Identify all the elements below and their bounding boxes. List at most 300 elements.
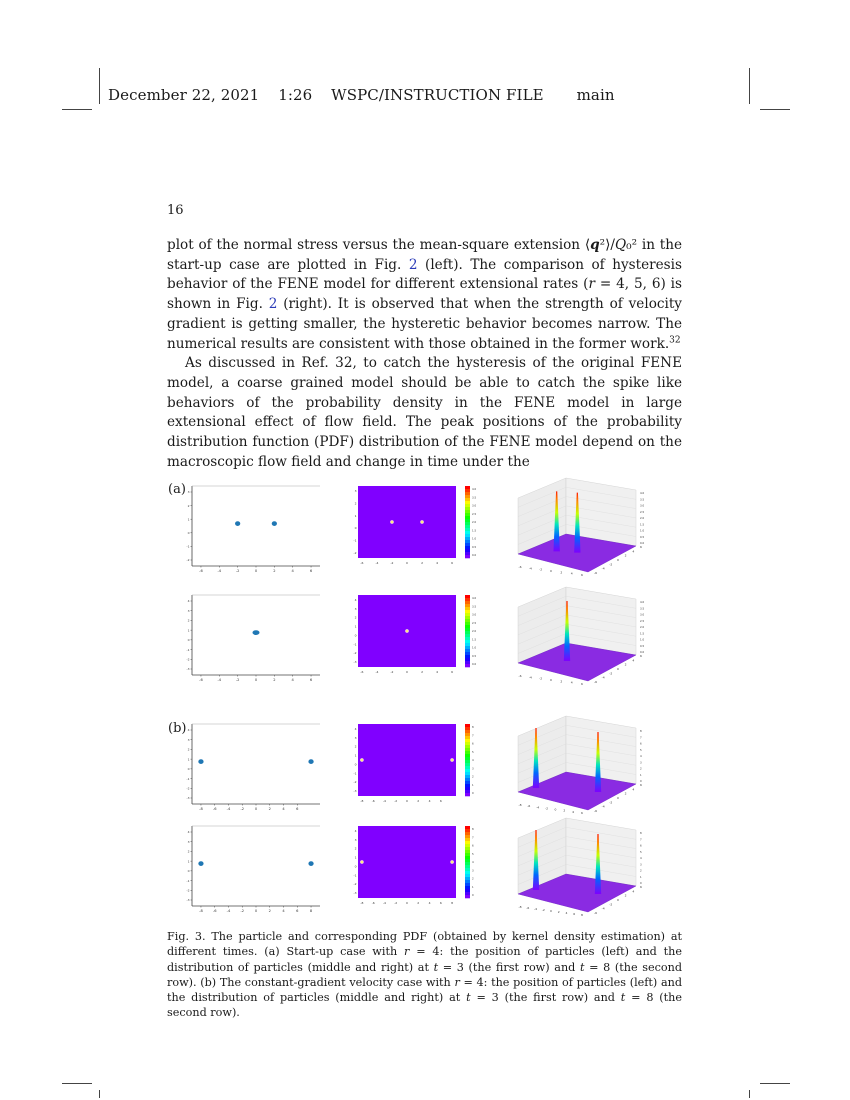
colorbar-band (465, 766, 470, 769)
surface-z-tick-label: 6 (640, 844, 642, 848)
x-tick-label: -2 (240, 909, 245, 913)
surface-z-tick-label: 0.5 (640, 644, 645, 648)
surface-y-tick-label: 6 (640, 783, 642, 787)
surface-z-tick-label: 1.5 (640, 632, 645, 636)
y-tick-label: -1 (353, 771, 357, 776)
surface-z-tick-label: 4 (640, 755, 642, 758)
text-segment: t (466, 991, 471, 1005)
colorbar-band (465, 604, 470, 607)
surface-x-tick-label: -4 (528, 675, 532, 680)
y-tick-label: 0 (187, 767, 190, 772)
colorbar-tick-label: 0.0 (472, 663, 477, 666)
y-tick-label: -2 (353, 780, 357, 785)
surface-z-tick-label: 1.0 (640, 638, 645, 642)
figure-label-a: (a) (168, 482, 186, 497)
colorbar-tick-label: 7 (472, 836, 474, 840)
surface-x-tick-label: 0 (554, 807, 557, 812)
colorbar-band (465, 862, 470, 865)
colorbar-band (465, 658, 470, 661)
surface-z-tick-label: 0 (640, 882, 642, 885)
particle-scatter-plot (188, 484, 326, 576)
y-tick-label: 1 (187, 517, 190, 522)
y-tick-label: -1 (353, 538, 357, 543)
surface-z-tick-label: 4.0 (640, 492, 645, 495)
crop-mark (749, 1090, 750, 1098)
x-tick-label: 4 (428, 799, 431, 803)
x-tick-label: 2 (273, 569, 276, 573)
surface-z-tick-label: 3 (640, 761, 642, 765)
x-tick-label: -6 (360, 670, 364, 674)
colorbar-band (465, 841, 470, 844)
x-tick-label: 2 (421, 670, 423, 674)
crop-mark (99, 1090, 100, 1098)
surface-z-tick-label: 1.5 (640, 523, 645, 527)
colorbar-band (465, 838, 470, 841)
colorbar-band (465, 489, 470, 492)
surface-y-tick-label: 4 (632, 658, 635, 663)
x-tick-label: 4 (436, 670, 439, 674)
colorbar-tick-label: 8 (472, 828, 474, 831)
colorbar-band (465, 847, 470, 850)
colorbar-band (465, 504, 470, 507)
x-tick-label: 6 (451, 670, 454, 674)
text-segment: = 3 (the first row) and (438, 960, 580, 974)
surface-y-tick-label: -2 (609, 800, 613, 805)
colorbar-band (465, 835, 470, 838)
colorbar-band (465, 555, 470, 558)
colorbar-band (465, 772, 470, 775)
surface-z-tick-label: 1.0 (640, 529, 645, 533)
text-segment: t (579, 960, 585, 974)
colorbar-tick-label: 3.0 (472, 613, 477, 617)
x-tick-label: -4 (217, 678, 222, 682)
text-segment: t (433, 960, 439, 974)
colorbar-tick-label: 1 (472, 885, 474, 889)
text-segment: q (590, 237, 600, 253)
x-tick-label: 6 (451, 561, 454, 565)
colorbar-band (465, 607, 470, 610)
colorbar-band (465, 760, 470, 763)
colorbar-tick-label: 3.5 (472, 605, 477, 609)
colorbar-band (465, 757, 470, 760)
surface-z-tick-label: 2.0 (640, 626, 645, 629)
surface-x-tick-label: -2 (539, 676, 543, 681)
surface-z-tick-label: 3.5 (640, 607, 645, 611)
colorbar-tick-label: 4 (472, 759, 474, 762)
surface-x-tick-label: -2 (539, 567, 543, 572)
colorbar-tick-label: 0.5 (472, 654, 477, 658)
colorbar-band (465, 610, 470, 613)
particle-scatter-plot (188, 824, 326, 916)
colorbar-tick-label: 2.0 (472, 521, 477, 524)
x-tick-label: -4 (382, 901, 386, 905)
colorbar-band (465, 525, 470, 528)
particle-scatter-plot (188, 593, 326, 685)
y-tick-label: 3 (187, 608, 190, 613)
surface-x-tick-label: 2 (563, 808, 566, 813)
colorbar-band (465, 601, 470, 604)
figure-reference-link[interactable]: 2 (268, 296, 278, 313)
colorbar-band (465, 486, 470, 489)
text-segment: Fig. 3. The particle and corresponding PDF (obtained by kernel density estimation) at different times. (a) Start-up case with (167, 930, 682, 959)
surface-x-tick-label: -6 (518, 565, 522, 569)
colorbar-band (465, 598, 470, 601)
text-segment: t (620, 991, 626, 1005)
surface-y-tick-label: 0 (617, 667, 619, 671)
surface-x-tick-label: 4 (570, 680, 573, 685)
y-tick-label: 0 (354, 526, 357, 531)
surface-x-tick-label: -2 (541, 908, 545, 912)
x-tick-label: 0 (254, 807, 258, 811)
colorbar-tick-label: 0.5 (472, 545, 477, 549)
colorbar-band (465, 625, 470, 628)
surface-y-tick-label: -2 (609, 671, 613, 676)
colorbar-band (465, 510, 470, 513)
y-tick-label: 2 (354, 615, 357, 620)
colorbar-band (465, 742, 470, 745)
crop-mark (760, 1083, 790, 1084)
colorbar-band (465, 637, 470, 640)
text-segment: r (454, 975, 460, 989)
colorbar-tick-label: 1 (472, 783, 474, 787)
surface-y-tick-label: -6 (594, 809, 597, 813)
x-tick-label: 2 (417, 799, 420, 803)
colorbar-tick-label: 2.5 (472, 621, 477, 625)
colorbar (465, 486, 476, 558)
text-segment: ²⟩/ (599, 237, 616, 253)
y-tick-label: -1 (186, 647, 190, 652)
particle-cluster (198, 759, 203, 764)
colorbar-band (465, 649, 470, 652)
colorbar-band (465, 643, 470, 646)
y-tick-label: -1 (353, 873, 357, 878)
x-tick-label: 0 (406, 799, 408, 803)
colorbar-tick-label: 8 (472, 726, 474, 729)
surface-y-tick-label: -4 (601, 906, 605, 911)
x-tick-label: -6 (360, 561, 364, 565)
y-tick-label: 1 (187, 757, 190, 762)
y-tick-label: -2 (186, 888, 190, 893)
colorbar-band (465, 826, 470, 829)
y-tick-label: 0 (354, 864, 357, 869)
surface-y-tick-label: 0 (617, 558, 619, 562)
figure-caption (167, 929, 682, 1021)
x-tick-label: 4 (291, 569, 294, 573)
x-tick-label: -2 (235, 569, 240, 573)
surface-y-tick-label: 0 (617, 796, 619, 800)
pdf-surface-plot (506, 714, 656, 826)
figure-reference-link[interactable]: 2 (408, 256, 418, 273)
y-tick-label: 2 (187, 618, 190, 623)
colorbar-tick-label: 1.0 (472, 646, 477, 650)
crop-mark (760, 109, 790, 110)
colorbar-band (465, 507, 470, 510)
surface-x-tick-label: 6 (573, 912, 576, 916)
density-spike (390, 520, 393, 523)
colorbar-tick-label: 3 (472, 869, 474, 873)
x-tick-label: 0 (406, 561, 408, 565)
y-tick-label: 3 (354, 837, 357, 842)
surface-z-tick-label: 5 (640, 850, 642, 854)
colorbar-tick-label: 3.5 (472, 496, 477, 500)
y-tick-label: 1 (187, 628, 190, 633)
x-tick-label: 4 (436, 561, 439, 565)
colorbar-band (465, 775, 470, 778)
particle-cluster (198, 861, 203, 866)
x-tick-label: -8 (199, 909, 203, 913)
surface-x-tick-label: 8 (581, 913, 583, 917)
density-spike (450, 758, 453, 761)
colorbar-band (465, 492, 470, 495)
y-tick-label: 4 (354, 598, 357, 602)
surface-z-tick-label: 1 (640, 875, 642, 879)
citation-superscript[interactable]: 32 (669, 334, 681, 345)
colorbar-band (465, 793, 470, 796)
y-tick-label: 3 (187, 737, 190, 742)
surface-z-tick-label: 2.5 (640, 619, 645, 623)
colorbar-band (465, 727, 470, 730)
colorbar (465, 724, 474, 796)
surface-y-tick-label: -6 (594, 680, 597, 684)
x-tick-label: -4 (217, 569, 222, 573)
colorbar-band (465, 850, 470, 853)
surface-x-tick-label: 4 (570, 571, 573, 576)
colorbar-band (465, 522, 470, 525)
surface-y-tick-label: 4 (632, 549, 635, 554)
text-segment: (left). The comparison of hysteresis behavior of the FENE model for different extensional rates ( (167, 256, 682, 293)
colorbar-band (465, 616, 470, 619)
x-tick-label: -6 (371, 799, 375, 803)
y-tick-label: 4 (187, 830, 190, 835)
colorbar-band (465, 730, 470, 733)
text-segment: r (404, 945, 410, 959)
colorbar (465, 826, 474, 898)
colorbar-band (465, 652, 470, 655)
y-tick-label: 4 (354, 727, 357, 731)
x-tick-label: 2 (273, 678, 276, 682)
colorbar-band (465, 640, 470, 643)
colorbar-band (465, 856, 470, 859)
y-tick-label: 2 (187, 503, 190, 508)
surface-z-tick-label: 2 (640, 767, 642, 771)
colorbar-band (465, 745, 470, 748)
colorbar-tick-label: 5 (472, 852, 474, 856)
colorbar-tick-label: 3 (472, 767, 474, 771)
y-tick-label: -3 (186, 898, 190, 903)
colorbar-band (465, 528, 470, 531)
surface-z-tick-label: 3.0 (640, 613, 645, 617)
x-tick-label: 0 (254, 678, 258, 682)
y-tick-label: 0 (187, 531, 190, 535)
colorbar-band (465, 769, 470, 772)
colorbar-band (465, 724, 470, 727)
x-tick-label: 4 (291, 678, 294, 682)
colorbar-band (465, 622, 470, 625)
surface-z-tick-label: 4 (640, 857, 642, 860)
surface-y-tick-label: -4 (601, 566, 605, 571)
x-tick-label: -2 (235, 678, 240, 682)
surface-x-tick-label: 4 (572, 809, 575, 814)
colorbar-tick-label: 1.5 (472, 529, 477, 533)
surface-y-tick-label: -4 (601, 675, 605, 680)
y-tick-label: -1 (186, 878, 190, 883)
heatmap-field (358, 826, 456, 898)
density-spike (360, 860, 363, 863)
x-tick-label: -2 (390, 670, 394, 674)
header-date: December 22, 2021 (108, 86, 260, 104)
x-tick-label: 8 (451, 901, 454, 905)
paragraph (167, 354, 682, 472)
y-tick-label: -2 (186, 786, 190, 791)
y-tick-label: 1 (354, 855, 357, 860)
colorbar (465, 595, 476, 667)
colorbar-band (465, 784, 470, 787)
surface-y-tick-label: 4 (632, 889, 635, 894)
surface-x-tick-label: 2 (557, 910, 560, 914)
colorbar-tick-label: 2 (472, 775, 474, 779)
particle-cluster (308, 861, 313, 866)
surface-x-tick-label: 6 (581, 573, 583, 577)
x-tick-label: -4 (226, 807, 231, 811)
y-tick-label: 0 (187, 638, 190, 643)
surface-z-tick-label: 6 (640, 742, 642, 746)
surface-x-tick-label: -4 (528, 566, 532, 571)
colorbar-band (465, 781, 470, 784)
surface-y-tick-label: 2 (624, 893, 627, 898)
pdf-heatmap (354, 484, 494, 570)
surface-x-tick-label: -2 (545, 806, 549, 811)
colorbar-tick-label: 0.0 (472, 554, 477, 557)
x-tick-label: 4 (282, 909, 285, 913)
x-tick-label: -6 (199, 569, 203, 573)
y-tick-label: -2 (186, 657, 190, 662)
x-tick-label: -4 (375, 561, 379, 565)
colorbar-band (465, 832, 470, 835)
colorbar-tick-label: 7 (472, 734, 474, 738)
y-tick-label: -3 (186, 796, 190, 801)
colorbar-tick-label: 2.0 (472, 630, 477, 633)
y-tick-label: 1 (354, 753, 357, 758)
colorbar-band (465, 619, 470, 622)
surface-y-tick-label: 4 (632, 787, 635, 792)
surface-x-tick-label: -8 (518, 905, 522, 909)
colorbar-band (465, 871, 470, 874)
surface-y-tick-label: 2 (624, 553, 627, 558)
heatmap-field (358, 724, 456, 796)
x-tick-label: 6 (309, 569, 313, 573)
y-tick-label: -2 (353, 551, 357, 555)
y-tick-label: 2 (187, 747, 190, 752)
colorbar-tick-label: 5 (472, 750, 474, 754)
colorbar-tick-label: 6 (472, 844, 474, 848)
particle-cluster (272, 521, 277, 526)
colorbar-tick-label: 4.0 (472, 597, 477, 600)
surface-z-tick-label: 8 (640, 832, 642, 835)
surface-z-tick-label: 0.5 (640, 535, 645, 539)
colorbar-band (465, 778, 470, 781)
surface-y-tick-label: 6 (640, 545, 642, 549)
x-tick-label: 0 (254, 909, 258, 913)
colorbar-band (465, 748, 470, 751)
colorbar-band (465, 751, 470, 754)
surface-z-tick-label: 4.0 (640, 601, 645, 604)
x-tick-label: -4 (375, 670, 379, 674)
colorbar-tick-label: 4.0 (472, 488, 477, 491)
text-segment: As discussed in Ref. 32, to catch the hysteresis of the original FENE model, a coarse grained model should be able to catch the spike like behaviors of the probability density in the FENE model in large extensional effect of flow field. The peak positions of the probability distribution function (PDF) distribution of the FENE model depend on the macroscopic flow field and change in time under the (167, 355, 682, 470)
particle-cluster (253, 630, 260, 635)
colorbar-band (465, 733, 470, 736)
y-tick-label: -3 (353, 789, 357, 793)
colorbar-band (465, 519, 470, 522)
text-segment: ₀² in the start-up case are plotted in Fig. (167, 237, 683, 273)
pdf-surface-plot (506, 816, 656, 928)
x-tick-label: -8 (360, 901, 364, 905)
colorbar-band (465, 865, 470, 868)
y-tick-label: 3 (354, 489, 357, 493)
colorbar-band (465, 844, 470, 847)
x-tick-label: -2 (394, 799, 398, 803)
x-tick-label: -2 (240, 807, 245, 811)
colorbar-tick-label: 2 (472, 877, 474, 881)
colorbar-band (465, 664, 470, 667)
colorbar-band (465, 655, 470, 658)
colorbar-band (465, 853, 470, 856)
x-tick-label: 0 (406, 670, 408, 674)
y-tick-label: 4 (187, 728, 190, 733)
text-segment: = 4: the position of particles (left) and the distribution of particles (middle and right) at (167, 945, 682, 974)
y-tick-label: 0 (354, 633, 357, 638)
y-tick-label: -1 (186, 776, 190, 781)
surface-z-tick-label: 7 (640, 838, 642, 842)
text-segment: = 8 (the second row). (b) The constant-gradient velocity case with (167, 960, 682, 989)
colorbar-band (465, 628, 470, 631)
paragraph (167, 236, 682, 354)
y-tick-label: 2 (354, 744, 357, 749)
pdf-surface-plot (506, 476, 656, 588)
y-tick-label: 3 (354, 606, 357, 611)
surface-x-tick-label: -6 (518, 674, 522, 678)
surface-y-tick-label: 6 (640, 654, 642, 658)
x-tick-label: 6 (296, 909, 299, 913)
x-tick-label: 2 (268, 909, 271, 913)
particle-cluster (308, 759, 313, 764)
x-tick-label: 8 (309, 909, 313, 913)
colorbar-band (465, 874, 470, 877)
x-tick-label: 6 (309, 678, 313, 682)
crop-mark (99, 68, 100, 104)
colorbar-tick-label: 4 (472, 861, 474, 864)
surface-z-tick-label: 2 (640, 869, 642, 873)
pdf-surface-plot (506, 585, 656, 697)
x-tick-label: -6 (212, 909, 217, 913)
colorbar-band (465, 495, 470, 498)
surface-y-tick-label: 0 (617, 898, 619, 902)
x-tick-label: 0 (406, 901, 408, 905)
surface-y-tick-label: -2 (609, 562, 613, 567)
colorbar-tick-label: 0 (472, 894, 474, 897)
x-tick-label: -2 (390, 561, 394, 565)
colorbar-band (465, 501, 470, 504)
surface-y-tick-label: -2 (609, 902, 613, 907)
x-tick-label: 6 (439, 901, 442, 905)
colorbar-tick-label: 0 (472, 792, 474, 795)
x-tick-label: -6 (212, 807, 217, 811)
surface-z-tick-label: 0.0 (640, 542, 645, 545)
x-tick-label: -6 (199, 678, 203, 682)
colorbar-band (465, 552, 470, 555)
surface-z-tick-label: 0 (640, 780, 642, 783)
pdf-heatmap (354, 824, 494, 910)
